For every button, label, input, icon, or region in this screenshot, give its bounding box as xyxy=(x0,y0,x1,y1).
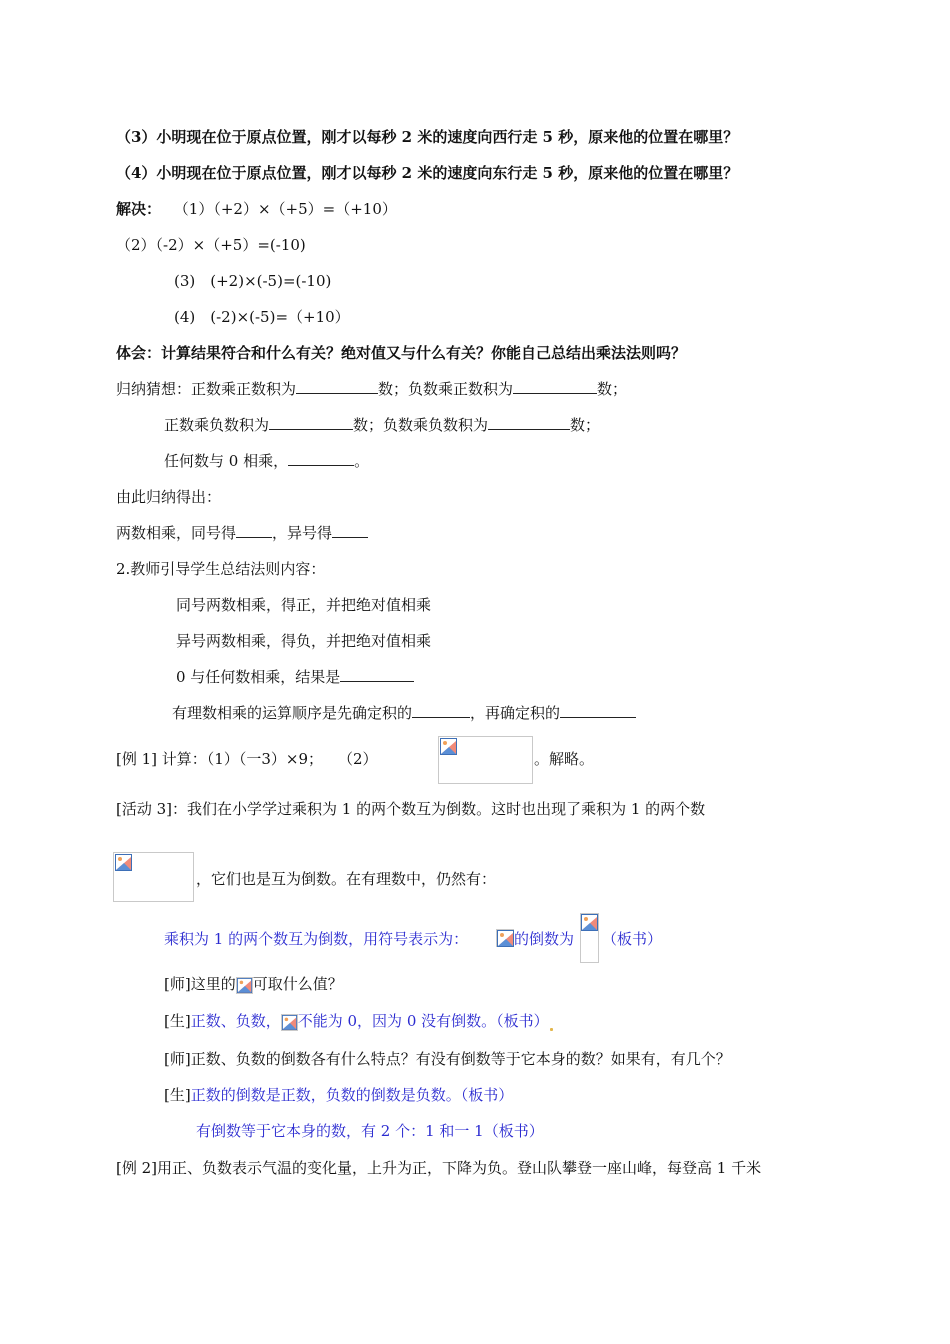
reciprocal-text: 乘积为 1 的两个数互为倒数，用符号表示为： xyxy=(164,930,469,948)
guess-text: 归纳猜想：正数乘正数积为 xyxy=(116,380,297,398)
dialog-text: 可取什么值？ xyxy=(252,975,343,993)
activity-3-cont: ，它们也是互为倒数。在有理数中，仍然有： xyxy=(196,870,497,888)
reciprocal-mid: 的倒数为 xyxy=(514,930,575,948)
example-1 xyxy=(116,749,378,769)
activity-3: [活动 3]：我们在小学学过乘积为 1 的两个数互为倒数。这时也出现了乘积为 1 的两个数 xyxy=(116,800,706,818)
reflection: 体会：计算结果符合和什么有关？绝对值又与什么有关？你能自己总结出乘法法则吗？ xyxy=(116,344,687,362)
guess-text: 数；负数乘正数积为 xyxy=(378,380,514,398)
teacher-question-1 xyxy=(164,974,343,994)
solution-1-text: （1）（+2）×（+5）=（+10） xyxy=(173,200,397,218)
broken-image-icon xyxy=(440,738,457,755)
formula-image xyxy=(113,852,194,902)
formula-image xyxy=(496,929,514,947)
guess-line-1 xyxy=(116,379,627,399)
question-4: （4）小明现在位于原点位置，刚才以每秒 2 米的速度向东行走 5 秒，原来他的位置在哪里？ xyxy=(116,164,739,182)
rule-text: 两数相乘，同号得 xyxy=(116,524,237,542)
example-2: [例 2]用正、负数表示气温的变化量，上升为正，下降为负。登山队攀登一座山峰，每登高 1 千米 xyxy=(116,1159,762,1177)
law-1: 同号两数相乘，得正，并把绝对值相乘 xyxy=(176,596,432,614)
dialog-text: [师]这里的 xyxy=(164,975,236,993)
law-4 xyxy=(172,703,636,723)
guess-text: 数； xyxy=(597,380,628,398)
dialog-text: 不能为 0，因为 0 没有倒数。（板书） xyxy=(297,1012,549,1030)
teacher-question-2: [师]正数、负数的倒数各有什么特点？有没有倒数等于它本身的数？如果有，有几个？ xyxy=(164,1050,731,1068)
example-1-tail: 。解略。 xyxy=(534,750,595,768)
speaker-tag: [生] xyxy=(164,1086,191,1104)
student-answer-1 xyxy=(164,1011,554,1031)
reciprocal-tail: （板书） xyxy=(602,930,663,948)
formula-image xyxy=(281,1014,298,1031)
answer-blank[interactable] xyxy=(332,523,368,538)
induce-heading: 由此归纳得出： xyxy=(116,488,222,506)
solution-2: （2）（-2）×（+5）=(-10) xyxy=(116,236,306,254)
solution-3: (3) (+2)×(-5)=(-10) xyxy=(174,272,332,290)
formula-image xyxy=(580,913,599,963)
guess-text: 数； xyxy=(570,416,601,434)
answer-blank[interactable] xyxy=(488,415,570,430)
dialog-text: 正数的倒数是正数，负数的倒数是负数。（板书） xyxy=(190,1086,514,1104)
answer-blank[interactable] xyxy=(236,523,272,538)
student-answer-3: 有倒数等于它本身的数，有 2 个：1 和一 1（板书） xyxy=(196,1122,544,1140)
solution-4: (4) (-2)×(-5)=（+10） xyxy=(174,308,350,326)
broken-image-icon xyxy=(115,854,132,871)
answer-blank[interactable] xyxy=(288,451,354,466)
broken-image-icon xyxy=(282,1015,297,1030)
answer-blank[interactable] xyxy=(269,415,353,430)
guess-text: 任何数与 0 相乘， xyxy=(164,452,289,470)
rule-text: ，异号得 xyxy=(272,524,333,542)
item-2: 2.教师引导学生总结法则内容： xyxy=(116,560,326,578)
broken-image-icon xyxy=(497,930,514,947)
broken-image-icon xyxy=(581,914,598,931)
answer-blank[interactable] xyxy=(560,703,636,718)
solution-1 xyxy=(116,199,397,219)
formula-image xyxy=(438,736,533,784)
answer-blank[interactable] xyxy=(296,379,378,394)
answer-blank[interactable] xyxy=(513,379,597,394)
law-2: 异号两数相乘，得负，并把绝对值相乘 xyxy=(176,632,432,650)
guess-line-2 xyxy=(164,415,600,435)
law-text: 0 与任何数相乘，结果是 xyxy=(176,668,341,686)
guess-text: 。 xyxy=(354,452,370,470)
guess-line-3 xyxy=(164,451,369,471)
law-text: ，再确定积的 xyxy=(470,704,561,722)
marker-dot xyxy=(550,1028,553,1031)
broken-image-icon xyxy=(237,978,252,993)
answer-blank[interactable] xyxy=(412,703,470,718)
law-3 xyxy=(176,667,414,687)
solution-label: 解决： xyxy=(116,200,162,218)
dialog-text: 正数、负数， xyxy=(190,1012,281,1030)
answer-blank[interactable] xyxy=(340,667,414,682)
example-text: [例 1] 计算：（1）（一3）×9； （2） xyxy=(116,750,378,768)
guess-text: 正数乘负数积为 xyxy=(164,416,270,434)
guess-text: 数；负数乘负数积为 xyxy=(353,416,489,434)
speaker-tag: [生] xyxy=(164,1012,191,1030)
student-answer-2 xyxy=(164,1085,513,1105)
question-3: （3）小明现在位于原点位置，刚才以每秒 2 米的速度向西行走 5 秒，原来他的位置在哪里？ xyxy=(116,128,739,146)
sign-rule xyxy=(116,523,368,543)
reciprocal-def xyxy=(164,929,468,949)
law-text: 有理数相乘的运算顺序是先确定积的 xyxy=(172,704,413,722)
formula-image xyxy=(236,977,253,994)
